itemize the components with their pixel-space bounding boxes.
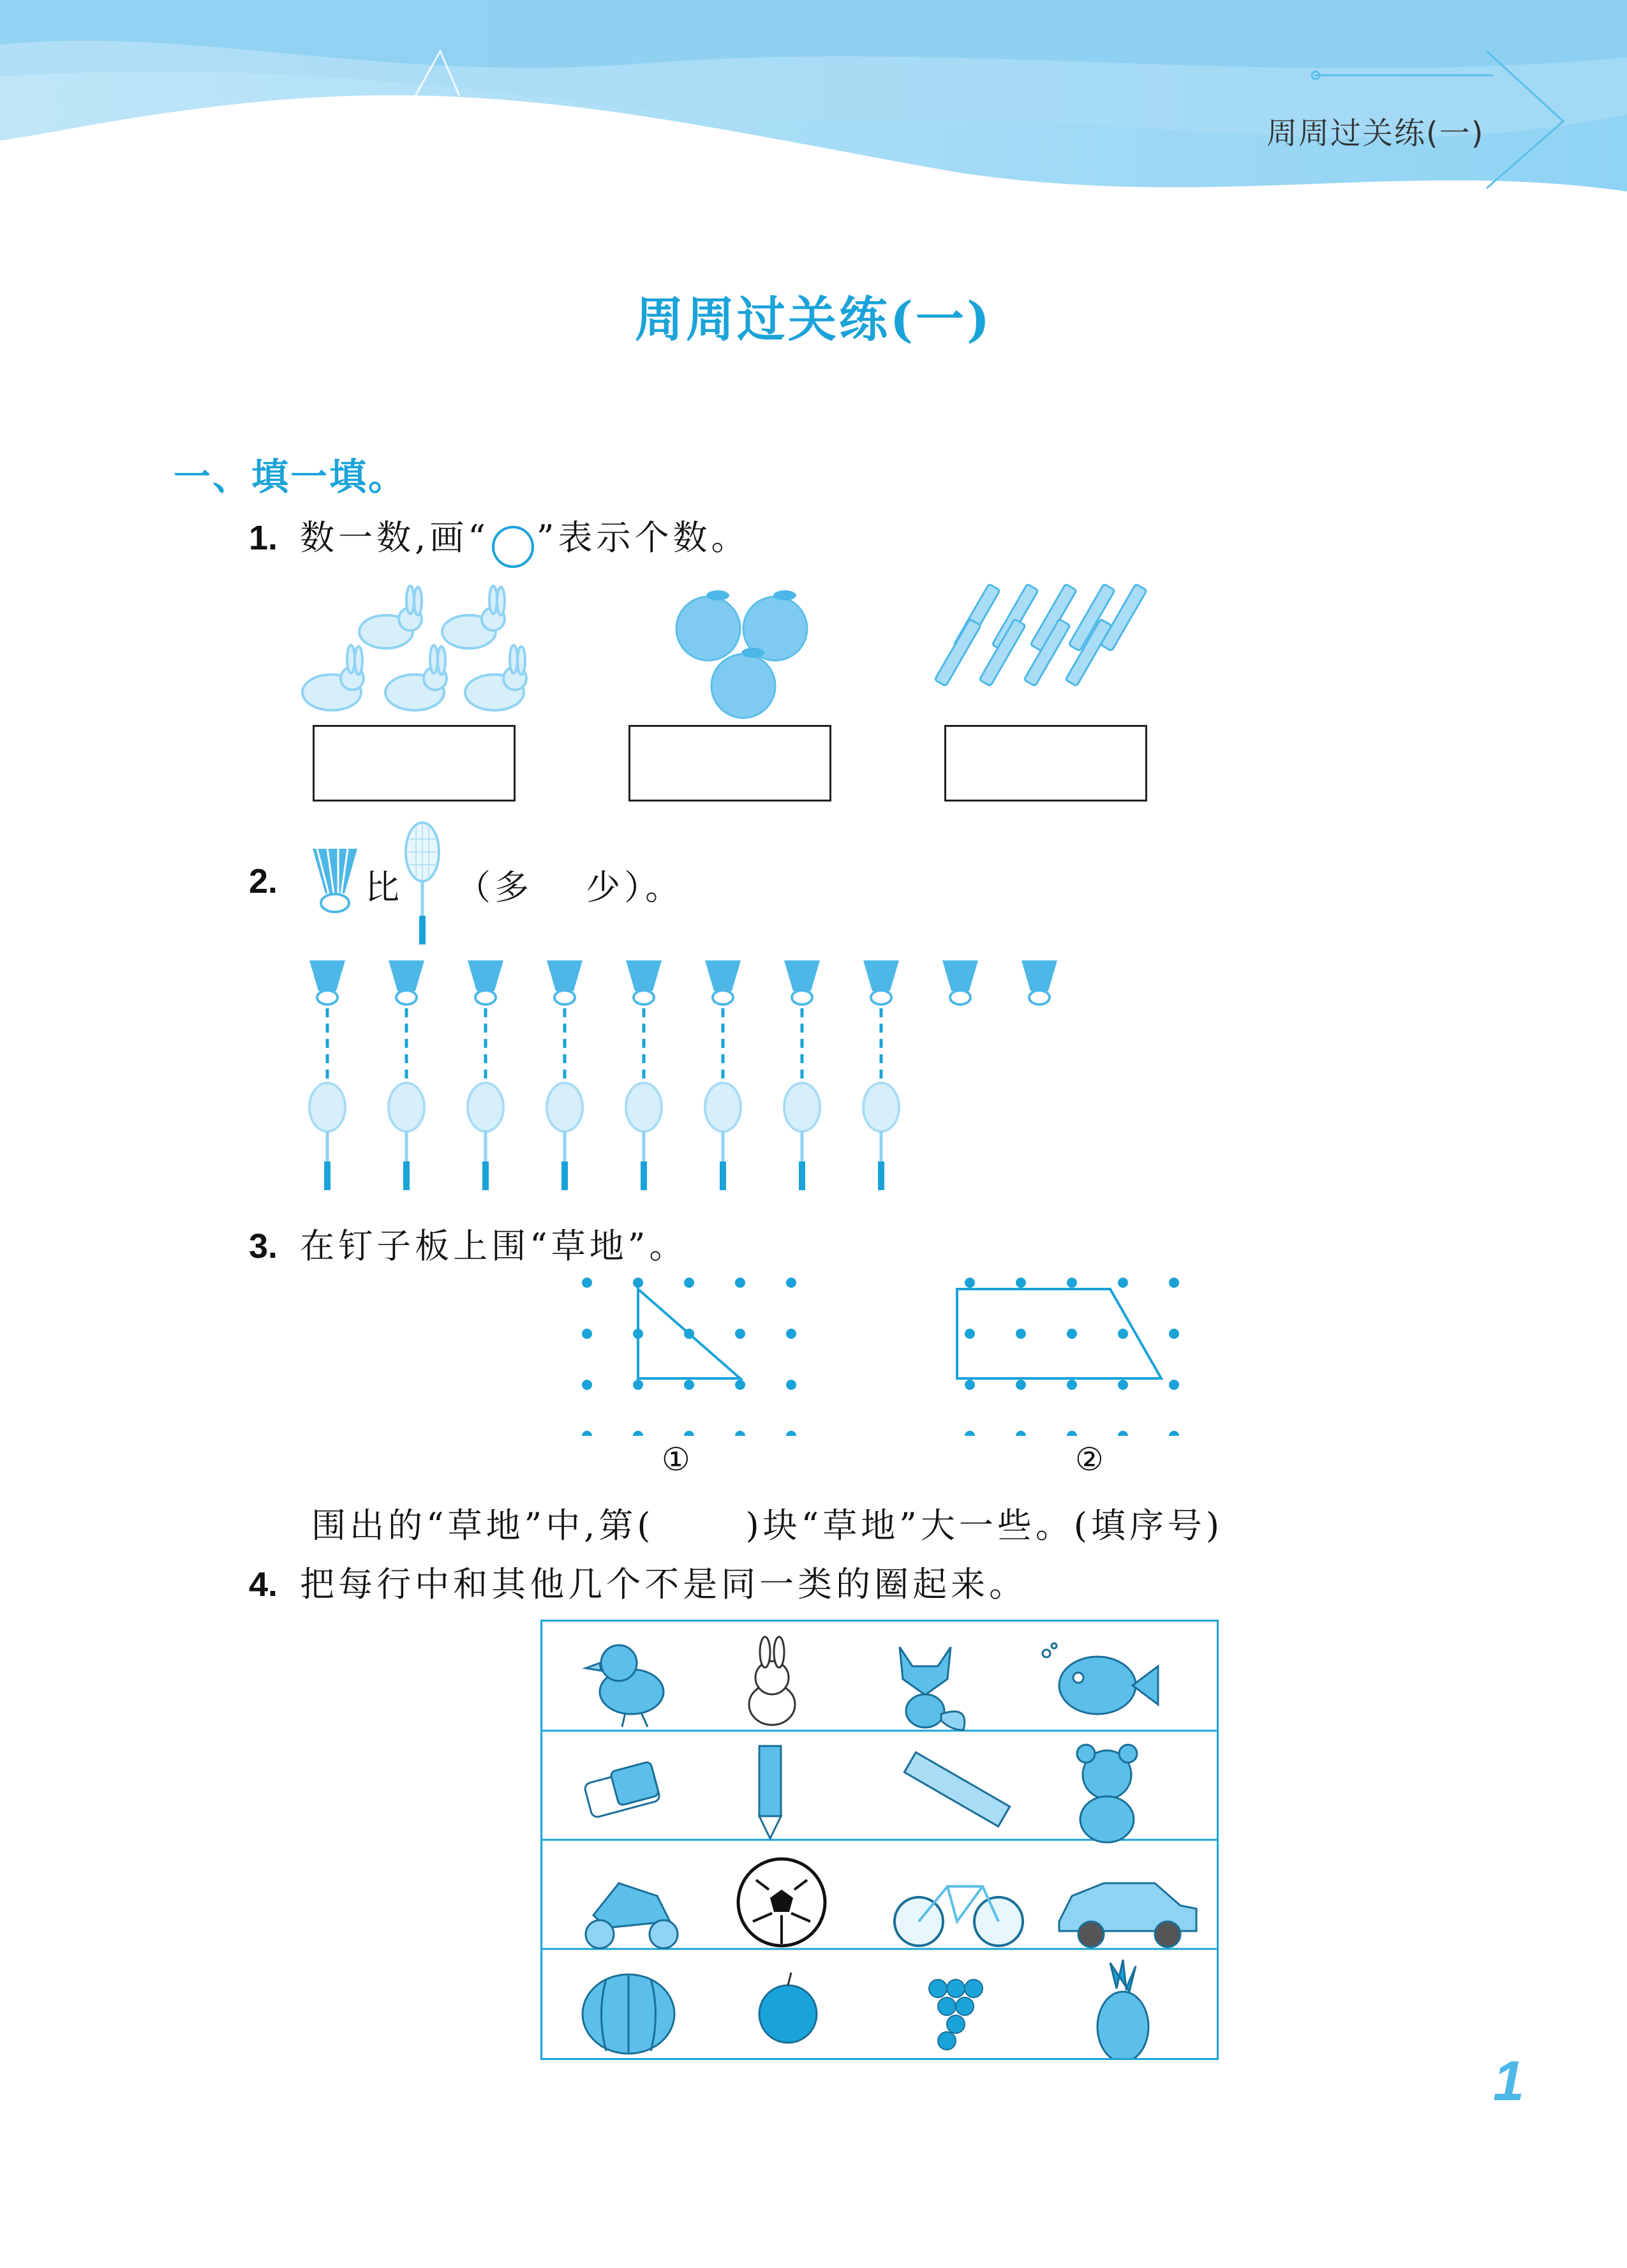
shuttlecock-icon [1022, 960, 1057, 1004]
pumpkin-icon [583, 1974, 674, 2054]
page-number: 1 [1493, 2049, 1524, 2112]
shuttlecock-icon [309, 960, 345, 1004]
scooter-icon [586, 1883, 678, 1948]
question-number: 2. [249, 862, 278, 900]
shuttlecock-racket-pairing [300, 954, 1066, 1209]
board-label-1: ① [662, 1441, 690, 1478]
header-tag: 周周过关练(一) [1267, 116, 1485, 151]
shuttlecock-icon [389, 960, 424, 1004]
question-3 [249, 1219, 687, 1268]
question-number: 4. [249, 1565, 278, 1604]
nail-dot [582, 1380, 592, 1390]
nail-dot [786, 1431, 796, 1436]
shuttlecock-icon [309, 842, 360, 919]
nail-dot [684, 1380, 694, 1390]
nail-dot [1118, 1431, 1128, 1436]
page-title: 周周过关练(一) [635, 291, 992, 348]
nail-dot [786, 1278, 796, 1288]
nail-dot [1067, 1278, 1077, 1288]
nail-dot [1067, 1380, 1077, 1390]
question-3-answer-line: 围出的“草地”中,第( )块“草地”大一些。(填序号) [311, 1505, 1224, 1546]
question-number: 1. [249, 519, 278, 557]
question-text: 把每行中和其他几个不是同一类的圈起来。 [300, 1564, 1028, 1604]
nail-dot [684, 1278, 694, 1288]
rabbit-icon [749, 1637, 795, 1725]
nail-dot [633, 1278, 643, 1288]
nail-dot [735, 1278, 745, 1288]
nail-dot [1169, 1278, 1179, 1288]
board-label-2: ② [1075, 1441, 1104, 1478]
options-more-less: （多 少）。 [456, 867, 684, 907]
grapes-icon [929, 1980, 983, 2050]
fish-icon [1043, 1643, 1158, 1714]
shuttlecock-icon [468, 960, 503, 1004]
pencils-group-icon [932, 581, 1148, 696]
nail-dot [684, 1431, 694, 1436]
duck-icon [586, 1645, 664, 1727]
pineapple-icon [1097, 1960, 1148, 2058]
shuttlecock-icon [705, 960, 741, 1004]
nail-dot [1169, 1329, 1179, 1339]
nail-dot [1016, 1278, 1026, 1288]
nail-dot [965, 1431, 975, 1436]
nail-dot [1016, 1329, 1026, 1339]
racket-icon [389, 1083, 424, 1190]
nail-dot [582, 1431, 592, 1436]
nail-dot [1169, 1380, 1179, 1390]
teddy-bear-icon [1077, 1745, 1137, 1842]
racket-icon [863, 1083, 899, 1190]
nail-dot [1067, 1329, 1077, 1339]
shuttlecock-icon [863, 960, 899, 1004]
nail-dot [965, 1329, 975, 1339]
header-wave-banner [0, 0, 1627, 204]
question-text-before: 数一数,画“ [300, 518, 489, 558]
car-icon [1059, 1883, 1196, 1947]
triangle-grass-shape [638, 1289, 740, 1378]
nail-dot [633, 1431, 643, 1436]
racket-icon [705, 1083, 741, 1190]
nail-dot [582, 1329, 592, 1339]
soccer-ball-icon [738, 1859, 825, 1946]
nail-dot [582, 1278, 592, 1288]
apple-icon [759, 1973, 817, 2043]
shuttlecock-icon [942, 960, 978, 1004]
nail-dot [1016, 1431, 1026, 1436]
bicycle-icon [895, 1886, 1023, 1946]
nail-dot [735, 1329, 745, 1339]
pencil-icon [759, 1746, 781, 1839]
racket-icon [468, 1083, 503, 1190]
shuttlecock-icon [784, 960, 820, 1004]
racket-icon [309, 1083, 345, 1190]
answer-box-rabbits[interactable] [313, 725, 516, 802]
ruler-icon [904, 1752, 1009, 1826]
rabbits-group-icon [300, 581, 542, 721]
answer-box-oranges[interactable] [628, 725, 831, 802]
circle-symbol-icon [492, 526, 534, 568]
section-title: 一、填一填。 [174, 455, 408, 498]
classification-table [540, 1620, 1219, 2060]
nail-dot [633, 1380, 643, 1390]
question-text: 在钉子板上围“草地”。 [300, 1226, 688, 1266]
racket-icon [626, 1083, 662, 1190]
nail-dot [1169, 1431, 1179, 1436]
shuttlecock-icon [547, 960, 583, 1004]
racket-icon [547, 1083, 583, 1190]
question-2-number [249, 862, 278, 901]
fox-icon [900, 1647, 965, 1730]
nail-dot [965, 1380, 975, 1390]
trapezoid-grass-shape [957, 1289, 1161, 1378]
nail-dot [1016, 1380, 1026, 1390]
compare-word: 比 [365, 867, 403, 907]
nail-boards [574, 1270, 1212, 1436]
nail-dot [735, 1380, 745, 1390]
nail-dot [786, 1380, 796, 1390]
nail-dot [786, 1329, 796, 1339]
nail-dot [1118, 1329, 1128, 1339]
question-number: 3. [249, 1227, 278, 1265]
nail-dot [1067, 1431, 1077, 1436]
nail-dot [965, 1278, 975, 1288]
question-1 [249, 511, 750, 568]
answer-box-pencils[interactable] [944, 725, 1147, 802]
question-text-after: ”表示个数。 [536, 518, 750, 558]
racket-icon [784, 1083, 820, 1190]
question-4 [249, 1557, 1027, 1606]
oranges-group-icon [673, 578, 820, 721]
nail-dot [735, 1431, 745, 1436]
racket-icon [403, 820, 442, 948]
nail-dot [1118, 1380, 1128, 1390]
shuttlecock-icon [626, 960, 662, 1004]
eraser-icon [584, 1761, 660, 1818]
nail-dot [1118, 1278, 1128, 1288]
